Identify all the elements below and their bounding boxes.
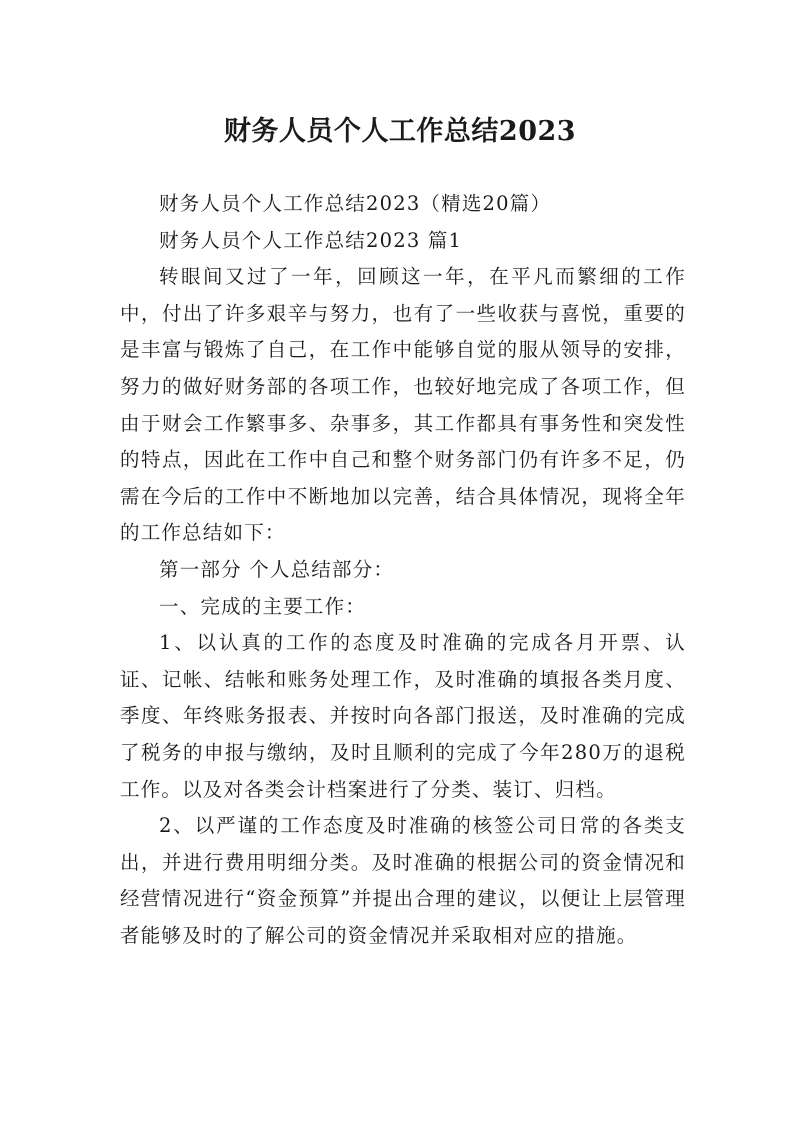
item-1-paragraph: 1、以认真的工作的态度及时准确的完成各月开票、认证、记帐、结帐和账务处理工作，及时准确的填报各类月度、季度、年终账务报表、并按时向各部门报送，及时准确的完成了税务的申报与缴纳，及时且顺利的完成了今年280万的退税工作。以及对各类会计档案进行了分类、装订、归档。: [120, 631, 686, 801]
section-heading-paragraph: 财务人员个人工作总结2023 篇1: [159, 228, 463, 252]
part-heading-paragraph: 第一部分 个人总结部分：: [159, 557, 395, 581]
document-title: 财务人员个人工作总结2023: [223, 116, 577, 148]
intro-paragraph: 转眼间又过了一年，回顾这一年，在平凡而繁细的工作中，付出了许多艰辛与努力，也有了一些收获与喜悦，重要的是丰富与锻炼了自己，在工作中能够自觉的服从领导的安排，努力的做好财务部的各项工作，也较好地完成了各项工作，但由于财会工作繁事多、杂事多，其工作都具有事务性和突发性的特点，因此在工作中自己和整个财务部门仍有许多不足，仍需在今后的工作中不断地加以完善，结合具体情况，现将全年的工作总结如下：: [120, 265, 686, 545]
document-body: [120, 186, 686, 954]
subheading-paragraph: 一、完成的主要工作：: [159, 594, 367, 618]
subtitle-paragraph: 财务人员个人工作总结2023（精选20篇）: [159, 192, 552, 215]
item-2-paragraph: 2、以严谨的工作态度及时准确的核签公司日常的各类支出，并进行费用明细分类。及时准确的根据公司的资金情况和经营情况进行“资金预算”并提出合理的建议，以便让上层管理者能够及时的了解公司的资金情况并采取相对应的措施。: [120, 814, 686, 947]
